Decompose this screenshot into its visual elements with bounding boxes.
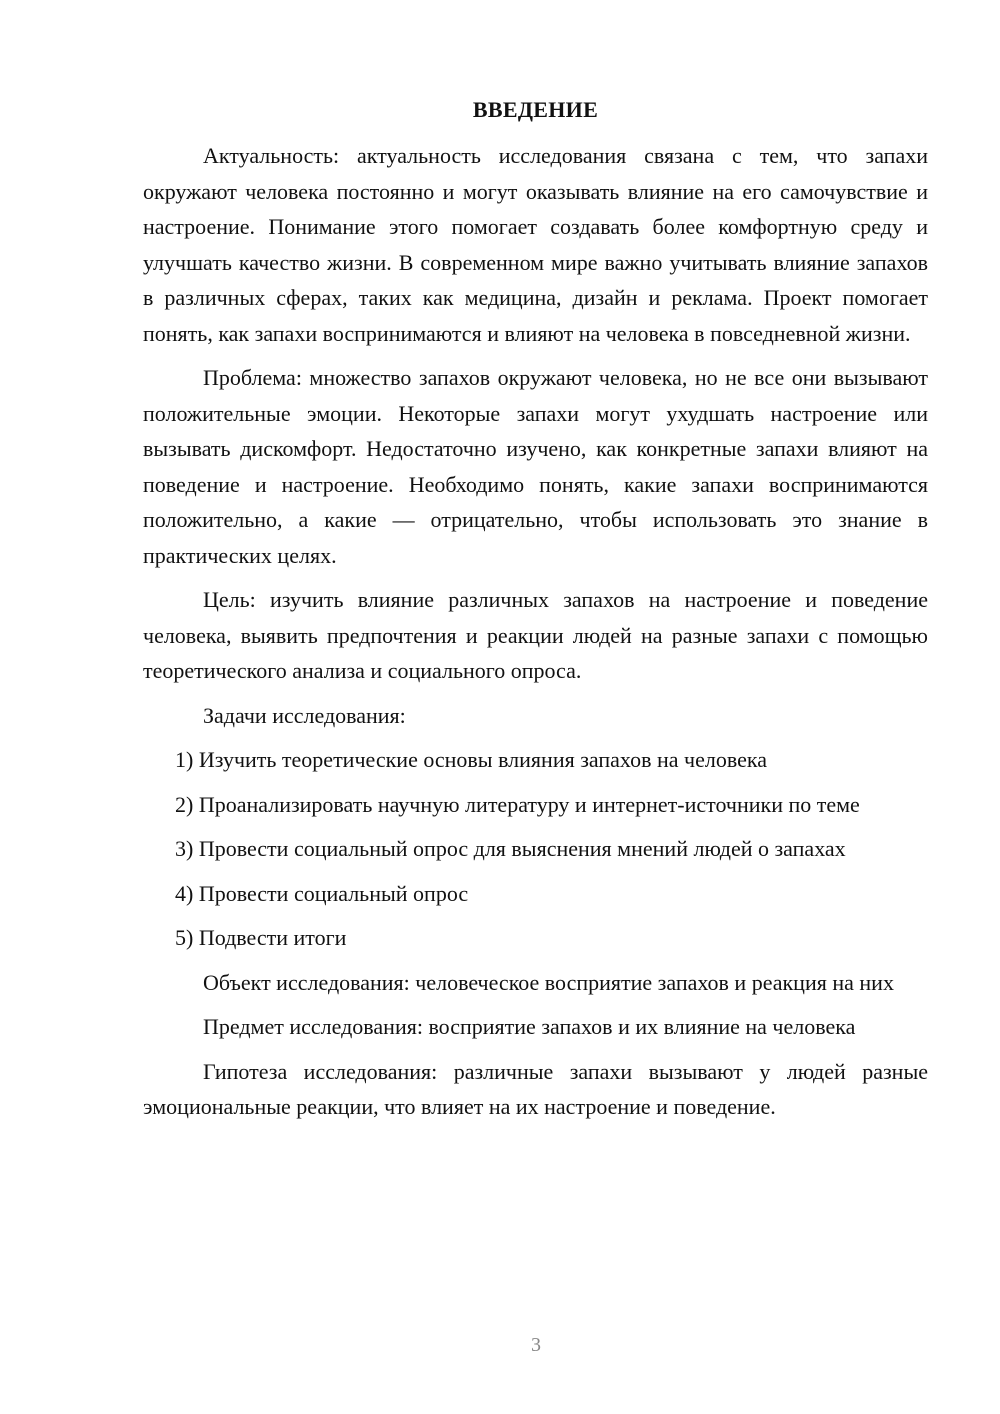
task-item-4: 4) Провести социальный опрос: [175, 880, 469, 906]
tasks-heading: Задачи исследования:: [203, 702, 406, 728]
hypothesis-paragraph: Гипотеза исследования: различные запахи вызывают у людей разные эмоциональные реакции, что влияет на их настроение и поведение.: [143, 1058, 928, 1119]
page-title: ВВЕДЕНИЕ: [472, 97, 599, 122]
subject-paragraph: Предмет исследования: восприятие запахов и их влияние на человека: [203, 1014, 856, 1039]
page-number: 3: [531, 1334, 541, 1356]
task-item-3: 3) Провести социальный опрос для выяснения мнений людей о запахах: [175, 836, 846, 861]
page-content: [143, 94, 928, 1134]
relevance-paragraph: Актуальность: актуальность исследования связана с тем, что запахи окружают человека постоянно и могут оказывать влияние на его самочувствие и настроение. Понимание этого помогает создавать более комфортную среду и улучшать качество жизни. В современном мире важно учитывать влияние запахов в различных сферах, таких как медицина, дизайн и реклама. Проект помогает понять, как запахи воспринимаются и влияют на человека в повседневной жизни.: [143, 143, 928, 346]
task-item-2: 2) Проанализировать научную литературу и интернет-источники по теме: [175, 791, 860, 817]
task-item-1: 1) Изучить теоретические основы влияния запахов на человека: [175, 747, 767, 772]
object-paragraph: Объект исследования: человеческое восприятие запахов и реакция на них: [203, 969, 894, 995]
problem-paragraph: Проблема: множество запахов окружают человека, но не все они вызывают положительные эмоции. Некоторые запахи могут ухудшать настроение или вызывать дискомфорт. Недостаточно изучено, как конкретные запахи влияют на поведение и настроение. Необходимо понять, какие запахи воспринимаются положительно, а какие — отрицательно, чтобы использовать это знание в практических целях.: [143, 365, 928, 568]
goal-paragraph: Цель: изучить влияние различных запахов на настроение и поведение человека, выявить предпочтения и реакции людей на разные запахи с помощью теоретического анализа и социального опроса.: [143, 587, 928, 683]
task-item-5: 5) Подвести итоги: [175, 925, 347, 950]
